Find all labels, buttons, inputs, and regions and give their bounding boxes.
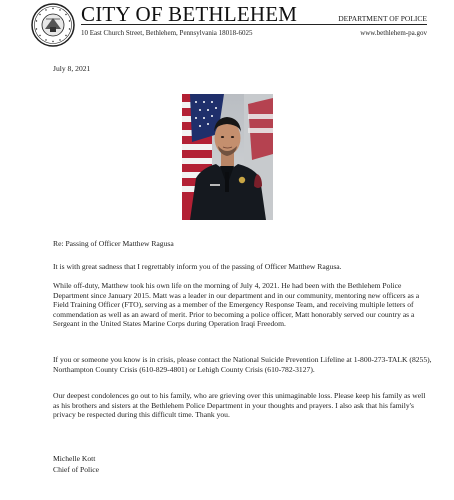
paragraph-crisis-resources: If you or someone you know is in crisis, please contact the National Suicide Prevention Lifeline at 1-800-273-TALK (8255), Northampton County Crisis (610-829-4801) or Lehigh County Crisis (610-782-3127). xyxy=(53,355,432,374)
website-link[interactable]: www.bethlehem-pa.gov xyxy=(360,29,427,37)
city-name-heading: CITY OF BETHLEHEM xyxy=(81,2,298,26)
signature-title: Chief of Police xyxy=(53,465,99,474)
officer-portrait-photo xyxy=(182,94,273,220)
letterhead-divider xyxy=(81,24,427,25)
department-name: DEPARTMENT OF POLICE xyxy=(338,14,427,23)
city-address: 10 East Church Street, Bethlehem, Pennsylvania 18018-6025 xyxy=(81,29,253,37)
letter-subject: Re: Passing of Officer Matthew Ragusa xyxy=(53,239,174,248)
letter-date: July 8, 2021 xyxy=(53,64,91,73)
city-seal-icon xyxy=(31,3,75,47)
signature-name: Michelle Kott xyxy=(53,454,96,463)
paragraph-condolences: Our deepest condolences go out to his family, who are grieving over this unimaginable loss. Please keep his family as well as his brothers and sisters at the Bethlehem Police Department in your thoughts and prayers. I also ask that his family's privacy be respected during this difficult time. Thank you. xyxy=(53,391,426,420)
paragraph-biography: While off-duty, Matthew took his own life on the morning of July 4, 2021. He had been with the Bethlehem Police Department since January 2015. Matt was a leader in our department and in our community, mentoring new officers as a Field Training Officer (FTO), serving as a member of the Emergency Response Team, and receiving multiple letters of commendation as well as an award of merit. Prior to becoming a police officer, Matt honorably served our country as a Sergeant in the United States Marine Corps during Operation Iraqi Freedom. xyxy=(53,281,420,329)
paragraph-announcement: It is with great sadness that I regrettably inform you of the passing of Officer Matthew Ragusa. xyxy=(53,262,342,271)
